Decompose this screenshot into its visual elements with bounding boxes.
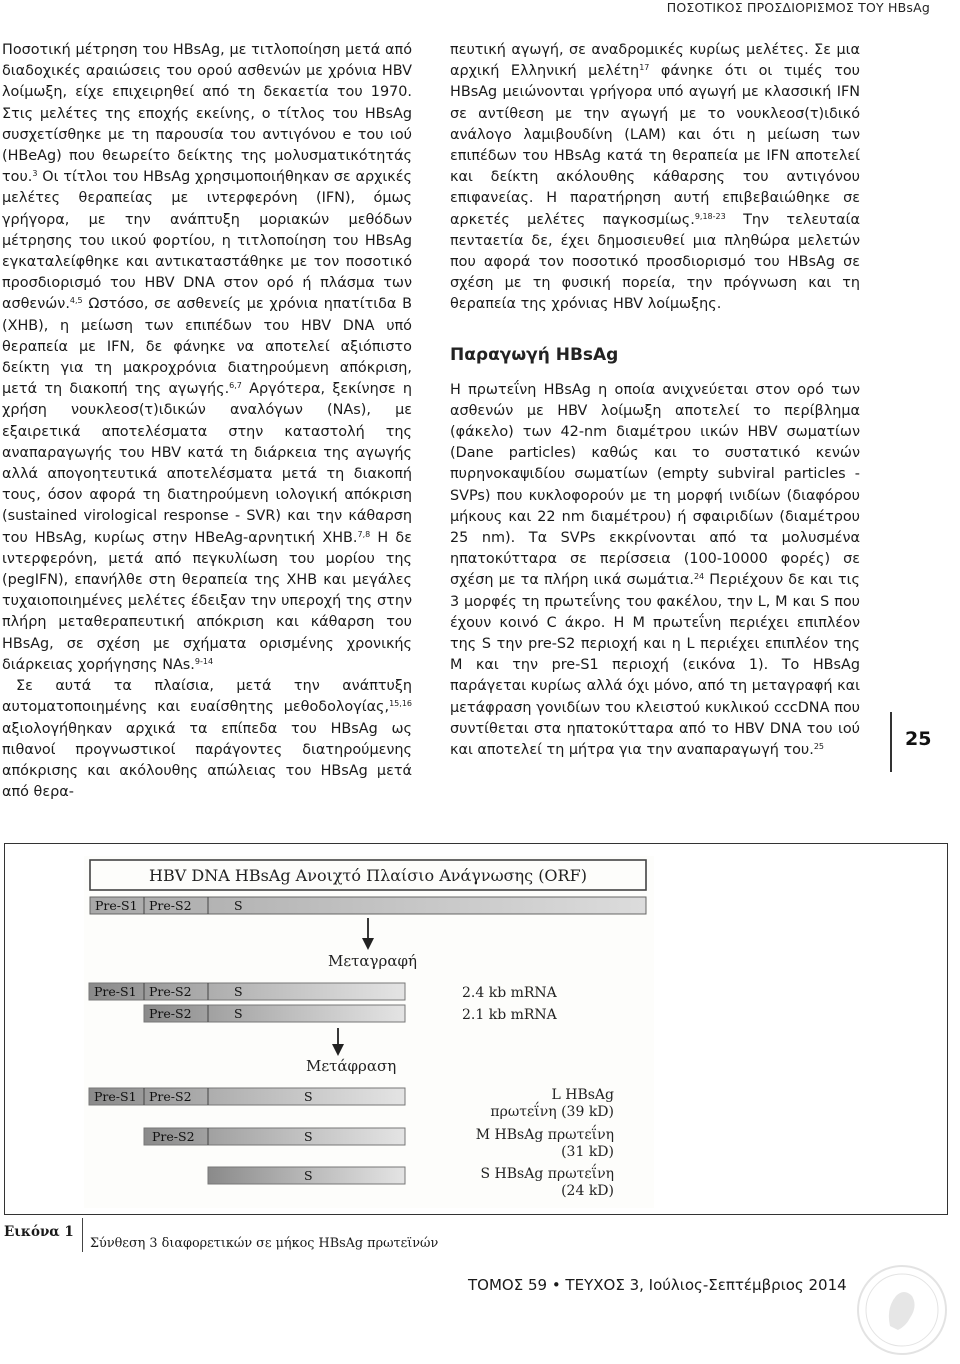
segment-pre-s2-label: Pre-S2 bbox=[149, 898, 192, 913]
figure-1-diagram bbox=[84, 856, 654, 1208]
segment-s-label: S bbox=[234, 1006, 243, 1021]
caption-divider bbox=[82, 1218, 83, 1252]
page-number: 25 bbox=[905, 728, 932, 750]
segment-s-label: S bbox=[234, 984, 243, 999]
segment-pre-s2-label: Pre-S2 bbox=[149, 1006, 192, 1021]
citation-ref: 9,18-23 bbox=[694, 211, 726, 221]
text-run: Ωστόσο, σε ασθενείς με χρόνια ηπατίτιδα Β (ΧΗΒ), η μείωση των επιπέδων του HBV DNA υπό θεραπεία με IFN, δε φάνηκε να αποτελεί αξιόπιστο δείκτη για τη μακροχρόνια διατηρούμενη απόκριση, μετά τη διακοπή της αγωγής. bbox=[2, 296, 412, 398]
m-protein-name: M HBsAg πρωτεΐνη bbox=[475, 1127, 614, 1143]
section-heading: Παραγωγή HBsAg bbox=[450, 344, 619, 365]
transcription-arrow-head bbox=[362, 938, 374, 950]
crest-watermark bbox=[852, 1260, 952, 1360]
mrna-2-4kb-label: 2.4 kb mRNA bbox=[462, 985, 557, 1001]
text-run: πευτική αγωγή, σε αναδρομικές κυρίως μελέτες. Σε μια αρχική Ελληνική μελέτη bbox=[450, 42, 860, 80]
s-protein-name: S HBsAg πρωτεΐνη bbox=[480, 1166, 614, 1182]
paragraph bbox=[450, 380, 860, 762]
left-text-column bbox=[2, 40, 412, 803]
paragraph bbox=[2, 40, 412, 676]
citation-ref: 6,7 bbox=[229, 381, 242, 391]
l-protein-weight: πρωτεΐνη (39 kD) bbox=[490, 1104, 614, 1120]
journal-issue-footer: ΤΟΜΟΣ 59 • ΤΕΥΧΟΣ 3, Ιούλιος-Σεπτέμβριος 2014 bbox=[468, 1276, 847, 1294]
text-run: Οι τίτλοι του HBsAg χρησιμοποιήθηκαν σε αρχικές μελέτες θεραπείας με ιντερφερόνη (IFN), όμως γρήγορα, με την ανάπτυξη μοριακών μεθόδων μέτρησης του ιικού φορτίου, η τιτλοποίηση του HBsAg εγκαταλείφθηκε και αντικαταστάθηκε με τον ποσοτικό προσδιορισμό του HBV DNA στον ορό ή πλάσμα των ασθενών. bbox=[2, 169, 412, 313]
citation-ref: 15,16 bbox=[389, 699, 412, 709]
s-protein-weight: (24 kD) bbox=[561, 1183, 614, 1199]
citation-ref: 9-14 bbox=[194, 656, 214, 666]
orf-title: HBV DNA HBsAg Ανοιχτό Πλαίσιο Ανάγνωσης (ORF) bbox=[149, 866, 587, 885]
segment-pre-s2-label: Pre-S2 bbox=[149, 984, 192, 999]
figure-caption-label: Εικόνα 1 bbox=[4, 1224, 74, 1240]
citation-ref: 17 bbox=[639, 63, 650, 73]
text-run: αξιολογήθηκαν αρχικά τα επίπεδα του HBsAg ως πιθανοί προγνωστικοί παράγοντες διατηρούμενης απόκρισης και ακόλουθης απώλειας του HBsAg μετά από θερα- bbox=[2, 720, 412, 801]
segment-pre-s1-label: Pre-S1 bbox=[94, 1089, 137, 1104]
paragraph bbox=[2, 676, 412, 803]
m-protein-weight: (31 kD) bbox=[561, 1144, 614, 1160]
text-run: Περιέχουν δε και τις 3 μορφές τη πρωτεΐνης του φακέλου, την L, M και S που έχουν κοινό C άκρο. Η M πρωτεΐνη περιέχει επιπλέον της S την pre-S2 περιοχή και η L περιέχει επιπλέον της M και την pre-S1 περιοχή (εικόνα 1). Το HBsAg παράγεται κυρίως αλλά όχι μόνο, από τη μεταγραφή και μετάφραση γονιδίων του κλειστού κυκλικού cccDNA που συντίθεται στα ηπατοκύτταρα από το HBV DNA του ιού και αποτελεί τη μήτρα για την αναπαραγωγή του. bbox=[450, 572, 860, 759]
segment-pre-s2-label: Pre-S2 bbox=[149, 1089, 192, 1104]
transcription-label: Μεταγραφή bbox=[328, 952, 417, 970]
segment-s-label: S bbox=[304, 1168, 313, 1183]
citation-ref: 4,5 bbox=[69, 296, 83, 306]
text-run: Η πρωτεΐνη HBsAg η οποία ανιχνεύεται στον ορό των ασθενών με HBV λοίμωξη αποτελεί το περίβλημα (φάκελο) των 42-nm διαμέτρου ιικών HBV σωματίων (Dane particles) καθώς και το συστατικό κενών πυρηνοκαψιδίου σωματίων (empty subviral particles - SVPs) που κυκλοφορούν με τη μορφή ινιδίων (διαφόρου μήκους και 22 nm διαμέτρου) ή σφαιριδίων (διαμέτρου 25 nm). Τα SVPs εκκρίνονται από τα μολυσμένα ηπατοκύτταρα σε περίσσεια (100-10000 φορές) σε σχέση με τα πλήρη ιικά σωμάτια. bbox=[450, 381, 860, 589]
citation-ref: 3 bbox=[32, 169, 38, 179]
segment-s-label: S bbox=[304, 1089, 313, 1104]
segment-s-label: S bbox=[304, 1129, 313, 1144]
running-header-title: ΠΟΣΟΤΙΚΟΣ ΠΡΟΣΔΙΟΡΙΣΜΟΣ ΤΟΥ HBsAg bbox=[666, 0, 930, 15]
citation-ref: 7,8 bbox=[357, 529, 371, 539]
right-text-column bbox=[450, 40, 860, 761]
segment-pre-s1-label: Pre-S1 bbox=[94, 984, 137, 999]
text-run: Ποσοτική μέτρηση του HBsAg, με τιτλοποίηση μετά από διαδοχικές αραιώσεις του ορού ασθενών με χρόνια HBV λοίμωξη, είχε επιχειρηθεί από τη δεκαετία του 1970. Στις μελέτες της εποχής εκείνης, ο τίτλος του HBsAg συσχετίσθηκε με τη παρουσία του αντιγόνου e του ιού (HBeAg) που θεωρείτο δείκτης της μολυσματικότητάς του. bbox=[2, 42, 412, 186]
text-run: Σε αυτά τα πλαίσια, μετά την ανάπτυξη αυτοματοποιημένης και ευαίσθητης μεθοδολογίας, bbox=[2, 678, 412, 716]
segment-s-label: S bbox=[234, 898, 243, 913]
mrna-2-1kb-label: 2.1 kb mRNA bbox=[462, 1007, 557, 1023]
text-run: Η δε ιντερφερόνη, μετά από πεγκυλίωση του μορίου της (pegIFN), επανήλθε στη θεραπεία της ΧΗΒ και μεγάλες τυχαιοποιημένες μελέτες έδειξαν την υπεροχή της στην πλήρη μεταθεραπευτική απόκριση και κάθαρση του HBsAg, σε σχέση με σχήματα ορισμένης χρονικής διάρκειας χορήγησης NAs. bbox=[2, 529, 412, 673]
translation-arrow-head bbox=[332, 1044, 344, 1056]
citation-ref: 24 bbox=[693, 572, 705, 582]
text-run: Την τελευταία πενταετία δε, έχει δημοσιευθεί μια πληθώρα μελετών που αφορά τον ποσοτικό προσδιορισμό του HBsAg σε σχέση με τη φυσική πορεία, την πρόγνωση και τη θεραπεία της χρόνιας HBV λοίμωξης. bbox=[450, 211, 860, 313]
segment-pre-s1-label: Pre-S1 bbox=[95, 898, 138, 913]
text-run: φάνηκε ότι οι τιμές του HBsAg μειώνονται γρήγορα υπό αγωγή με κλασσική IFN σε αντίθεση με την αγωγή με το νουκλεοσ(τ)ιδικό ανάλογο λαμιβουδίνη (LAM) και ότι η μείωση των επιπέδων του HBsAg κατά τη θεραπεία με IFN αποτελεί και δείκτη ακόλουθης κάθαρσης του αντιγόνου επιφανείας. Η παρατήρηση αυτή επιβεβαιώθηκε σε αρκετές μελέτες παγκοσμίως. bbox=[450, 63, 860, 228]
translation-label: Μετάφραση bbox=[306, 1057, 397, 1075]
figure-caption-text: Σύνθεση 3 διαφορετικών σε μήκος HBsAg πρωτεϊνών bbox=[90, 1236, 439, 1251]
paragraph bbox=[450, 40, 860, 316]
citation-ref: 25 bbox=[813, 742, 825, 752]
text-run: Αργότερα, ξεκίνησε η χρήση νουκλεοσ(τ)ιδικών αναλόγων (NAs), με εξαιρετικά αποτελέσματα στην καταστολή της αναπαραγωγής του HBV κατά τη διάρκεια της αγωγής αλλά απογοητευτικά αποτελέσματα μετά τη διακοπή τους, όσον αφορά τη διατηρούμενη ιολογική απόκριση (sustained virological response - SVR) και την κάθαρση του HBsAg, κυρίως στην HBeAg-αρνητική ΧΗΒ. bbox=[2, 381, 412, 546]
segment-pre-s2-label: Pre-S2 bbox=[152, 1129, 195, 1144]
l-protein-name: L HBsAg bbox=[551, 1087, 614, 1103]
